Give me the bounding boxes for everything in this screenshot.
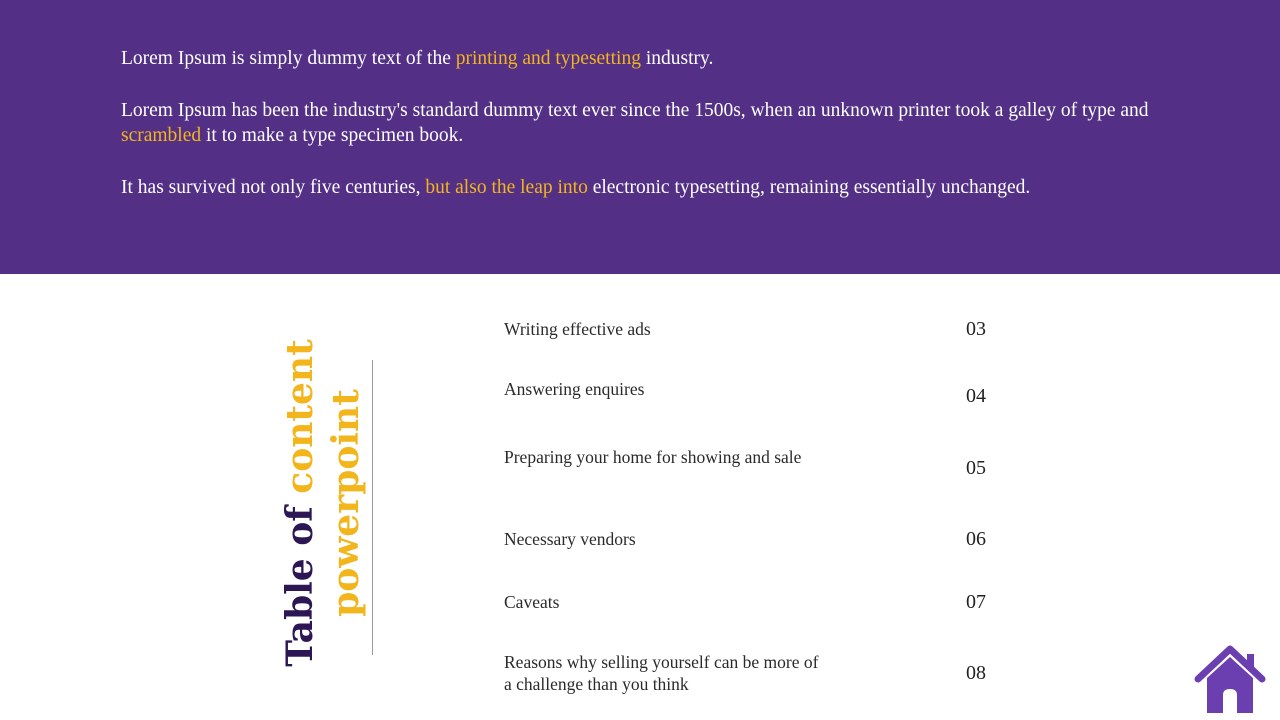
toc-title-line-1: Table of content	[279, 339, 321, 667]
highlight-text: printing and typesetting	[455, 48, 641, 69]
toc-item-label[interactable]: Reasons why selling yourself can be more of a challenge than you think	[504, 652, 819, 694]
highlight-text: but also the leap into	[425, 176, 588, 198]
toc-item-label[interactable]: Preparing your home for showing and sale	[504, 447, 802, 467]
home-button[interactable]	[1194, 645, 1266, 715]
toc-item-page: 07	[966, 591, 986, 613]
toc-item-page: 04	[966, 385, 986, 407]
intro-text	[121, 46, 1161, 226]
intro-paragraph-3: It has survived not only five centuries, but also the leap into electronic typesetting, remaining essentially unchanged.	[121, 176, 1031, 198]
toc-item-page: 08	[966, 662, 986, 684]
toc-item-label[interactable]: Writing effective ads	[504, 319, 651, 339]
intro-paragraph-1: Lorem Ipsum is simply dummy text of the printing and typesetting industry.	[121, 48, 714, 69]
toc-item-page: 06	[966, 528, 986, 550]
toc-item-page: 05	[966, 457, 986, 479]
toc-title-line-2: powerpoint	[325, 389, 367, 617]
toc-item-label[interactable]: Answering enquires	[504, 379, 645, 399]
toc-item-page: 03	[966, 318, 986, 340]
intro-paragraph-2: Lorem Ipsum has been the industry's standard dummy text ever since the 1500s, when an unknown printer took a galley of type and scrambled it to make a type specimen book.	[121, 99, 1149, 146]
home-icon	[1194, 645, 1266, 715]
highlight-text: scrambled	[121, 125, 207, 146]
title-divider	[372, 360, 373, 655]
toc-title	[277, 339, 369, 666]
toc-item-label[interactable]: Necessary vendors	[504, 529, 636, 549]
toc-item-label[interactable]: Caveats	[504, 592, 560, 612]
